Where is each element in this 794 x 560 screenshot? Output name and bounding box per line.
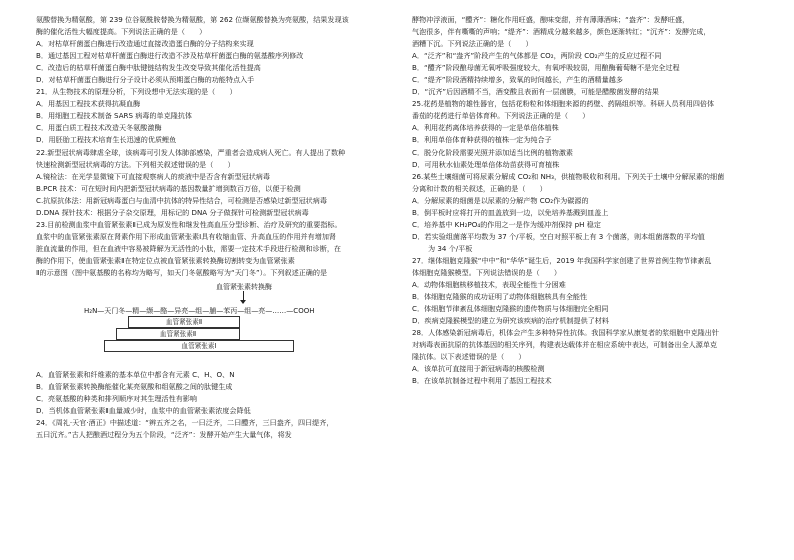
text-line: B．血管紧张素转换酶能催化某亮氨酸和组氨酸之间的肽键生成	[36, 382, 233, 392]
text-line: 血浆中的血管紧张素原在肾素作用下形成血管紧张素Ⅰ具有收缩血管、升高血压的作用并有增加肾	[36, 231, 337, 241]
text-line: A．“泛齐”和“盎齐”阶段产生的气体都是 CO₂，两阶段 CO₂产生的反应过程不同	[412, 51, 662, 61]
text-line: B．通过基因工程对枯草杆菌蛋白酶进行改造不涉及枯草杆菌蛋白酶的氨基酸序列修改	[36, 51, 304, 61]
text-line: A．动物体细胞核移植技术，表现全能性十分困难	[412, 280, 566, 290]
text-line: C．体细胞节律紊乱体细胞克隆猴的遗传物质与体细胞完全相同	[412, 304, 609, 314]
text-line: A．对枯草杆菌蛋白酶进行改造通过直接改造蛋白酶的分子结构来实现	[36, 39, 254, 49]
text-line: B．体细胞克隆猴的成功证明了动物体细胞核具有全能性	[412, 292, 588, 302]
text-line: B．用细胞工程技术制备 SARS 病毒的单克隆抗体	[36, 111, 192, 121]
text-line: 酒糟下沉。下列说法正确的是（ ）	[412, 39, 533, 49]
left-column	[36, 14, 404, 441]
text-line: 22.新型冠状病毒肆虐全球，该病毒可引发人体肺部感染，严重者会造成病人死亡。有人提出了数种	[36, 147, 346, 157]
text-line: D．对枯草杆菌蛋白酶进行分子设计必须从预期蛋白酶的功能特点入手	[36, 75, 255, 85]
text-line: 酶的作用下，使血管紧张素Ⅱ在特定位点被血管紧张素转换酶切割转变为血管紧张素	[36, 255, 295, 265]
text-line: A．血管紧张素和纤维素的基本单位中都含有元素 C、H、O、N	[36, 370, 235, 380]
text-line: C．改造后的枯草杆菌蛋白酶中肽键链结构发生改变导致其催化活性提高	[36, 63, 261, 73]
right-text-block	[412, 14, 780, 50]
text-line: A．分解尿素的细菌是以尿素的分解产物 CO₂作为碳源的	[412, 195, 589, 205]
text-line: B．“醴齐”阶段酿母菌无氧呼吸强度较大，有氧呼吸较弱，用酿酶葡萄糖不是完全过程	[412, 63, 680, 73]
angiotensin-box-1: 血管紧张素Ⅱ	[128, 316, 240, 328]
right-text-block-2	[412, 50, 780, 387]
text-line: D．用胚胎工程技术培育生长迅速的优质鲤鱼	[36, 135, 177, 145]
left-text-block	[36, 14, 404, 279]
text-line: 酶的催化活性大幅度提高。下列说法正确的是（ ）	[36, 27, 207, 37]
text-line: C.抗原抗体法：用新冠病毒蛋白与血清中抗体的特异性结合，可检测是否感染过新型冠状病毒	[36, 195, 327, 205]
text-line: B．在该单抗制备过程中利用了基因工程技术	[412, 376, 552, 386]
text-line: 快速检测新型冠状病毒的方法。下列相关叙述错误的是（ ）	[36, 159, 235, 169]
text-line: 体细胞克隆猴模型。下列说法错误的是（ ）	[412, 267, 561, 277]
text-line: 酵物冲浮液面，“醴齐”：糖化作用旺盛，酿味变甜，并有薄薄酒味；“盎齐”：发酵旺盛，	[412, 15, 690, 24]
text-line: 隆抗体。以下表述错误的是（ ）	[412, 352, 526, 362]
text-line: 为 34 个/平板	[428, 243, 473, 253]
text-line: A．利用花药离体培养获得的一定是单倍体植株	[412, 123, 559, 133]
text-line: D．当机体血管紧张素Ⅱ血量减少时，血浆中的血管紧张素浓度会降低	[36, 406, 251, 416]
amino-acid-sequence: H₂N—天门冬—精—缬—酪—异亮—组—脯—苯丙—组—亮—……—COOH	[84, 307, 315, 316]
text-line: 21．从生物技术的原理分析，下列设想中无法实现的是（ ）	[36, 87, 237, 97]
right-column	[412, 14, 780, 387]
text-line: 23.目前检测血浆中血管紧张素Ⅱ已成为原发性和继发性高血压分型诊断、治疗及研究的重要指标。	[36, 219, 342, 229]
text-line: 27．继体细胞克隆猴“中中”和“华华”诞生后，2019 年我国科学家创建了世界首例生物节律紊乱	[412, 255, 712, 265]
text-line: A．用基因工程技术获得抗凝血酶	[36, 99, 141, 109]
text-line: D．“沉齐”后因酒精不当，酒变酸且表面有一层菌膜，可能是醋酸菌发酵的结果	[412, 87, 659, 97]
angiotensin-box-3: 血管紧张素Ⅰ	[104, 340, 294, 352]
text-line: B．利用单倍体育种获得的植株一定为纯合子	[412, 135, 552, 145]
text-line: B.PCR 技术：可在短时间内把新型冠状病毒的基因数量扩增到数百万倍，以便于检测	[36, 183, 301, 193]
text-line: 脏血流量的作用，但在血液中容易被降解为无活性的小肽，需要一定技术手段进行检测和诊断，在	[36, 243, 342, 253]
text-line: 氨酸替换为精氨酸，第 239 位谷氨酰胺替换为精氨酸，第 262 位缬氨酸替换为亮氨酸，结果发现该	[36, 15, 349, 24]
text-line: D.DNA 探针技术：根据分子杂交原理，用标记的 DNA 分子做探针可检测新型冠状病毒	[36, 207, 309, 217]
text-line: 25.花药是植物的雄性器官，包括花粉粒和体细胞来源的药壁、药隔组织等。科研人员利用四倍体	[412, 99, 715, 109]
text-line: 28．人体感染新冠病毒后，机体会产生多种特异性抗体。我国科学家从康复者的浆细胞中克隆出针	[412, 328, 719, 338]
text-line: A.镜检法：在光学显微镜下可直接观察病人的痰液中是否含有新型冠状病毒	[36, 171, 270, 181]
text-line: 番茄的花药进行单倍体育种。下列说法正确的是（ ）	[412, 111, 590, 121]
text-line: C．“缇齐”阶段酒精持续增多，致氧的时间越长，产生的酒精量越多	[412, 75, 623, 85]
text-line: 气泡很多，伴有嘶嘶的声响；“缇齐”：酒精成分越来越多，颜色逐渐转红；“沉齐”：发酵完成，	[412, 27, 711, 37]
text-line: C．亮氨基酸的种类和排列顺序对其生理活性有影响	[36, 394, 198, 404]
text-line: 五曰沉齐。”古人把酿酒过程分为五个阶段，“泛齐”：发酵开始产生大量气体，将发	[36, 430, 292, 440]
peptide-diagram	[36, 281, 404, 365]
text-line: C．用蛋白质工程技术改造天冬氨酸激酶	[36, 123, 162, 133]
text-line: D．可用秋水仙素处理单倍体幼苗获得可育植株	[412, 159, 560, 169]
arrowhead-icon	[240, 300, 246, 304]
text-line: D．若实验组菌落平均数为 37 个/平板，空白对照平板上有 3 个菌落，则本组菌落数的平均值	[412, 231, 705, 241]
text-line: Ⅱ的示意图（图中氨基酸的名称均为略写，如天门冬氨酸略写为“天门冬”）。下列叙述正确的是	[36, 267, 328, 277]
text-line: 26.某些土壤细菌可将尿素分解成 CO₂和 NH₃，供植物吸收和利用。下列关于土壤中分解尿素的细菌	[412, 171, 725, 181]
text-line: A．该单抗可直接用于新冠病毒的核酸检测	[412, 364, 545, 374]
angiotensin-box-2: 血管紧张素Ⅱ	[116, 328, 240, 340]
text-line: 对病毒表面抗原的抗体基因的相关序列，构建表达载体并在相应系统中表达，可制备出全人源单克	[412, 340, 718, 350]
enzyme-label: 血管紧张素转换酶	[216, 283, 272, 292]
text-line: 24．《周礼·天官·酒正》中描述道：“辨五齐之名，一曰泛齐，二曰醴齐，三曰盎齐，四曰缇齐，	[36, 418, 334, 428]
text-line: B．倒平板时应将打开的皿盖放到一边，以免培养基溅到皿盖上	[412, 207, 609, 217]
text-line: C．脱分化阶段需要光照并添加适当比例的植物激素	[412, 147, 574, 157]
left-text-block-2	[36, 369, 404, 441]
text-line: 分离和计数的相关叙述，正确的是（ ）	[412, 183, 547, 193]
text-line: D．疾病克隆猴模型的建立为研究该疾病的治疗机制提供了材料	[412, 316, 609, 326]
text-line: C．培养基中 KH₂PO₄的作用之一是作为缓冲剂保持 pH 稳定	[412, 219, 601, 229]
